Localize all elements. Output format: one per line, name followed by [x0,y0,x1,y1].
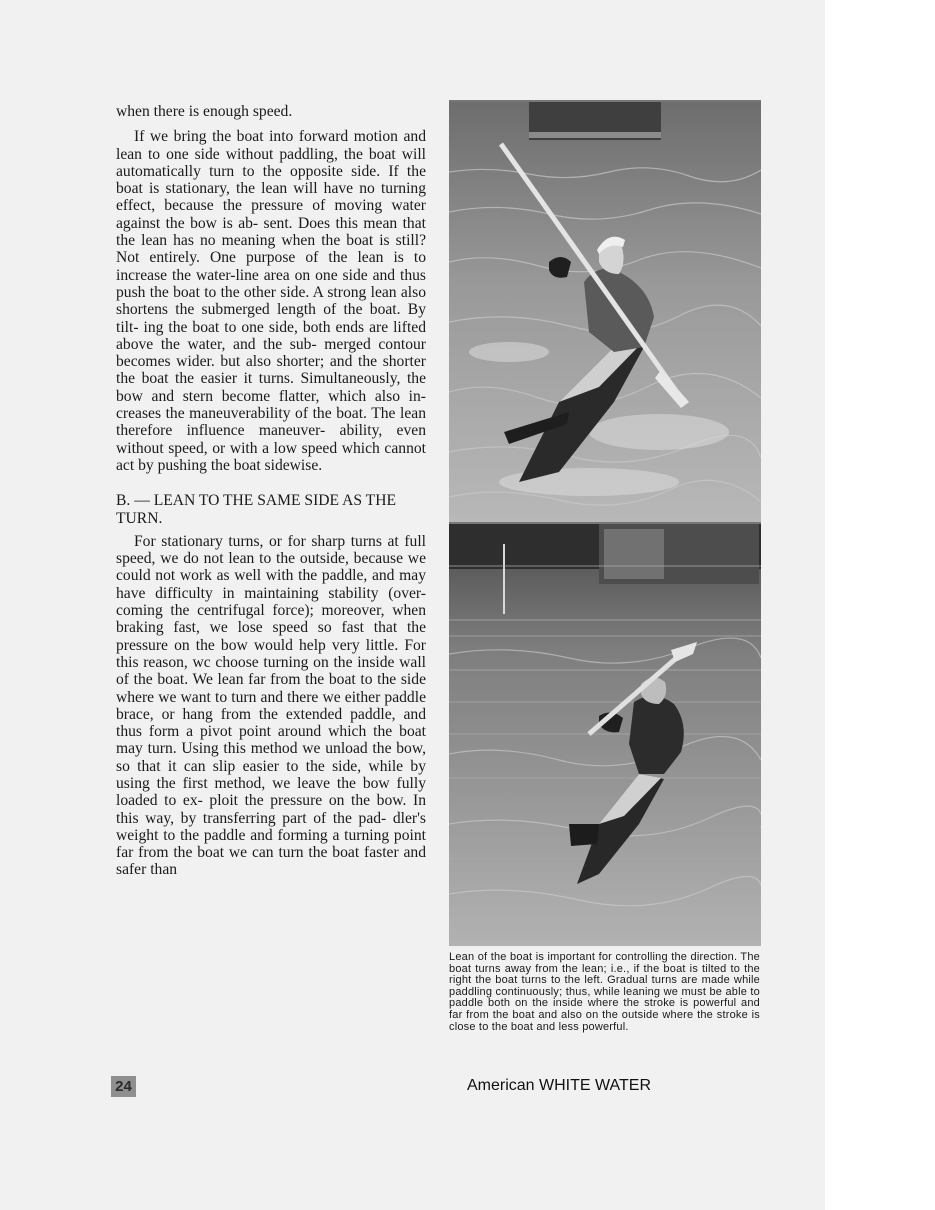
paragraph-lean-same-side: For stationary turns, or for sharp turns at full speed, we do not lean to the outside, because we could not work as well with the paddle, and may have difficulty in maintaining stability (over- coming the centrifugal force); moreover, when braking fast, we lose speed so fast that the pressure on the bow would help very little. For this reason, wc choose turning on the inside wall of the boat. We lean far from the boat to the side where we want to turn and there we either paddle brace, or hang from the extended paddle, and thus form a pivot point around which the boat may turn. Using this method we unload the bow, so that it can slip easier to the side, while by using the first method, we leave the bow fully loaded to ex- ploit the pressure on the bow. In this way, by transferring part of the pad- dler's weight to the paddle and forming a turning point far from the boat we can turn the boat faster and safer than [116,532,426,879]
photo-kayak-top [449,100,761,522]
photo-kayak-bottom [449,522,761,946]
kayak-photo-top-image [449,102,761,522]
article-body [116,103,426,879]
photo-caption: Lean of the boat is important for controlling the direction. The boat turns away from the lean; i.e., if the boat is tilted to the right the boat turns to the left. Gradual turns are made while paddling continuously; thus, while leaning we must be able to paddle both on the inside where the stroke is powerful and far from the boat and also on the outside where the stroke is close to the boat and less powerful. [449,951,760,1033]
paragraph-intro: when there is enough speed. [116,103,293,120]
section-heading: B. — LEAN TO THE SAME SIDE AS THE TURN. [116,492,396,527]
magazine-title: American WHITE WATER [466,1077,651,1094]
kayak-photo-bottom-image [449,524,761,946]
page-number: 24 [111,1076,136,1097]
paragraph-lean-opposite: If we bring the boat into forward motion and lean to one side without paddling, the boat will automatically turn to the opposite side. If the boat is stationary, the lean will have no turning effect, because the pressure of moving water against the bow is ab- sent. Does this mean that the lean has no meaning when the boat is still? Not entirely. One purpose of the lean is to increase the water-line area on one side and thus push the boat to the other side. A strong lean also shortens the submerged length of the boat. By tilt- ing the boat to one side, both ends are lifted above the water, and the sub- merged contour becomes wider. but also shorter; and the shorter the boat the easier it turns. Simultaneously, the bow and stern become flatter, which also in- creases the maneuverability of the boat. The lean therefore influence maneuver- ability, even without speed, or with a low speed which cannot act by pushing the boat sidewise. [116,128,426,474]
